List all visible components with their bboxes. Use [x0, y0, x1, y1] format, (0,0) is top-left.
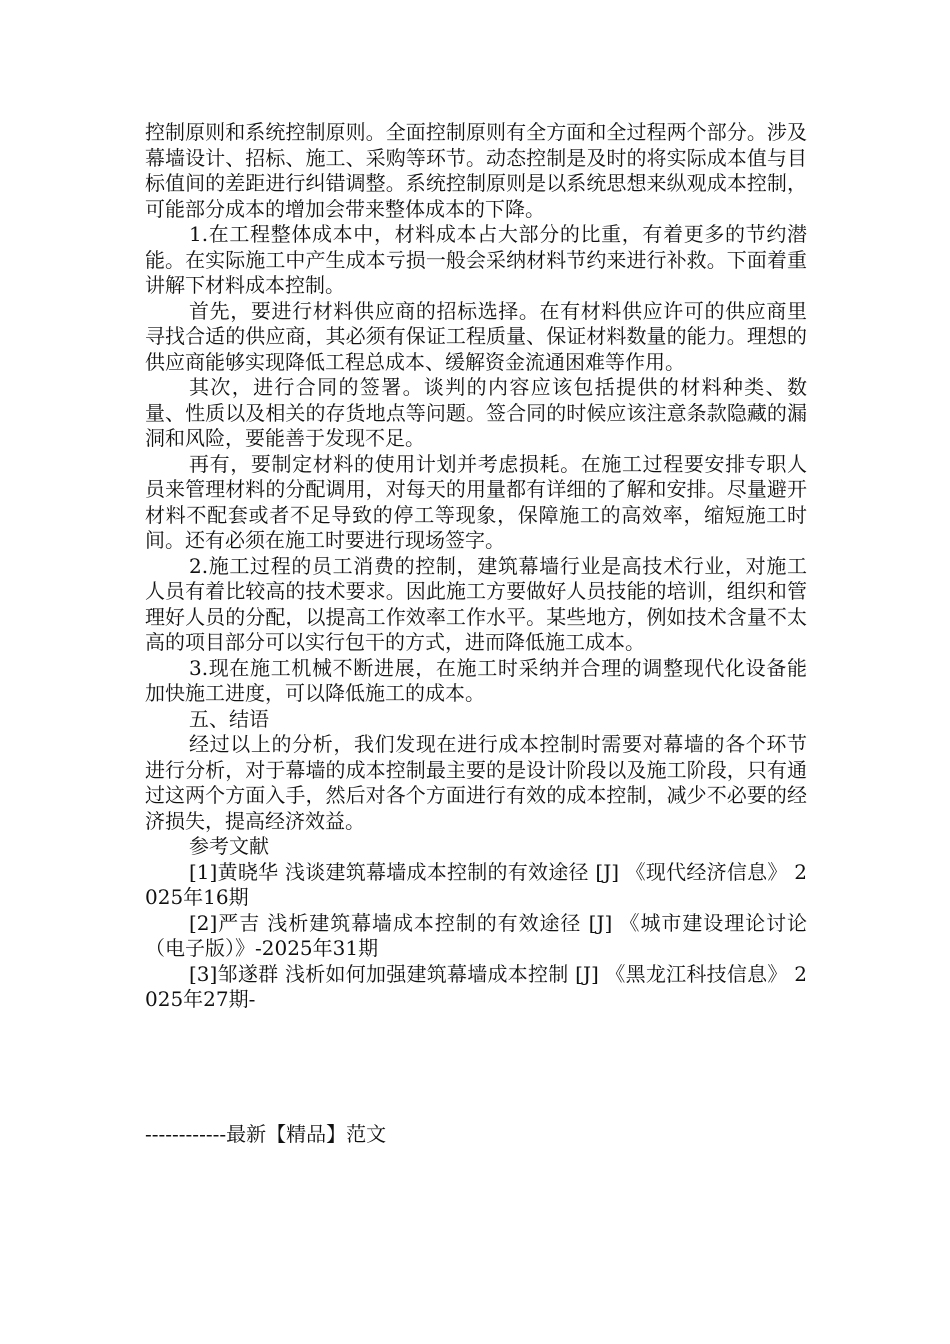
paragraph-conclusion: 经过以上的分析，我们发现在进行成本控制时需要对幕墙的各个环节进行分析，对于幕墙的成本控制最主要的是设计阶段以及施工阶段，只有通过这两个方面入手，然后对各个方面进行有效的成本控制，减少不必要的经济损失，提高经济效益。: [145, 732, 807, 833]
paragraph-labor-cost: 2.施工过程的员工消费的控制，建筑幕墙行业是高技术行业，对施工人员有着比较高的技术要求。因此施工方要做好人员技能的培训，组织和管理好人员的分配，以提高工作效率工作水平。某些地方，例如技术含量不太高的项目部分可以实行包干的方式，进而降低施工成本。: [145, 553, 807, 654]
reference-item-2: [2]严吉 浅析建筑幕墙成本控制的有效途径 [J] 《城市建设理论讨论（电子版）》-2025年31期: [145, 910, 807, 960]
section-heading-conclusion: 五、结语: [189, 706, 269, 731]
paragraph-material-cost: 1.在工程整体成本中，材料成本占大部分的比重，有着更多的节约潜能。在实际施工中产生成本亏损一般会采纳材料节约来进行补救。下面着重讲解下材料成本控制。: [145, 222, 807, 297]
paragraph-supplier-selection: 首先，要进行材料供应商的招标选择。在有材料供应许可的供应商里寻找合适的供应商，其必须有保证工程质量、保证材料数量的能力。理想的供应商能够实现降低工程总成本、缓解资金流通困难等作用。: [145, 298, 807, 374]
paragraph-usage-plan: 再有，要制定材料的使用计划并考虑损耗。在施工过程要安排专职人员来管理材料的分配调用，对每天的用量都有详细的了解和安排。尽量避开材料不配套或者不足导致的停工等现象，保障施工的高效率，缩短施工时间。还有必须在施工时要进行现场签字。: [145, 451, 807, 552]
page-footer: ------------最新【精品】范文: [145, 1122, 387, 1146]
references-heading: 参考文献: [189, 834, 269, 858]
reference-item-3: [3]邹遂群 浅析如何加强建筑幕墙成本控制 [J] 《黑龙江科技信息》 2025年27期-: [145, 961, 807, 1011]
document-body: [145, 120, 807, 1013]
paragraph-machinery: 3.现在施工机械不断进展，在施工时采纳并合理的调整现代化设备能加快施工进度，可以降低施工的成本。: [145, 655, 807, 705]
paragraph-contract-signing: 其次，进行合同的签署。谈判的内容应该包括提供的材料种类、数量、性质以及相关的存货地点等问题。签合同的时候应该注意条款隐藏的漏洞和风险，要能善于发现不足。: [145, 375, 807, 450]
paragraph-control-principles: 控制原则和系统控制原则。全面控制原则有全方面和全过程两个部分。涉及幕墙设计、招标、施工、采购等环节。动态控制是及时的将实际成本值与目标值间的差距进行纠错调整。系统控制原则是以系统思想来纵观成本控制，可能部分成本的增加会带来整体成本的下降。: [145, 120, 807, 221]
reference-item-1: [1]黄晓华 浅谈建筑幕墙成本控制的有效途径 [J] 《现代经济信息》 2025年16期: [145, 859, 807, 909]
